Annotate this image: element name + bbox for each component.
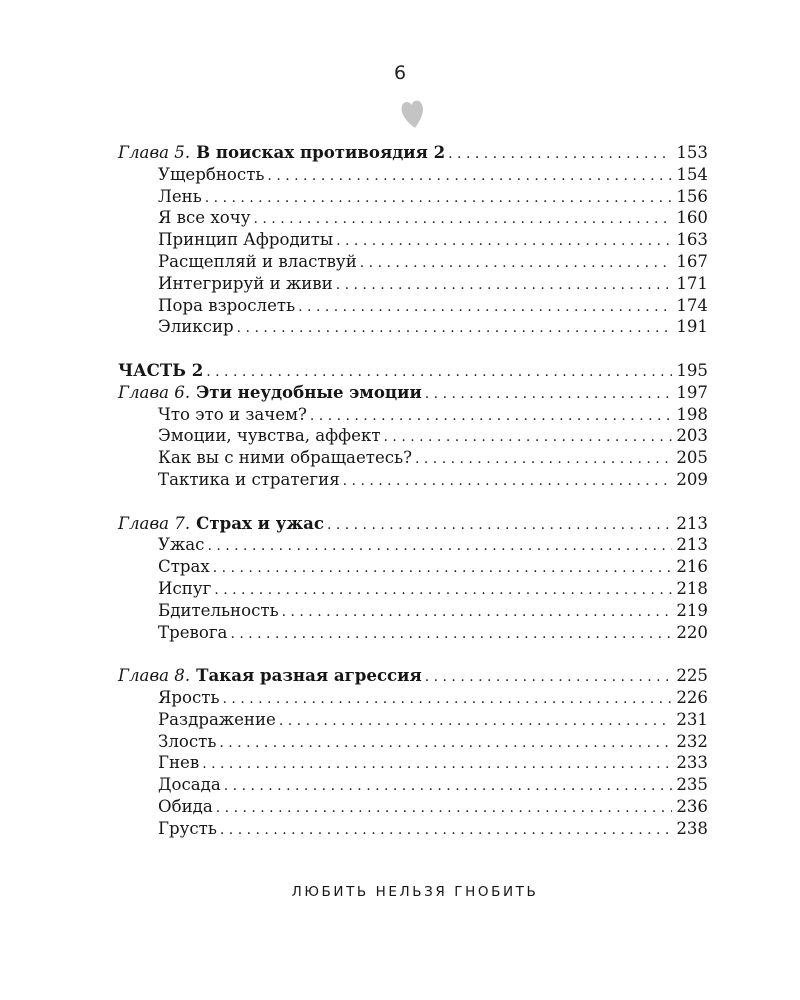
toc-page-number: 205 (676, 448, 708, 468)
toc-chapter-row (118, 382, 708, 404)
toc-chapter-row (118, 513, 708, 535)
toc-page-number: 160 (676, 208, 708, 228)
dot-leader (336, 231, 672, 253)
dot-leader (224, 776, 673, 798)
dot-leader (214, 580, 672, 602)
dot-leader (213, 558, 673, 580)
toc-section-row (118, 295, 708, 317)
toc-section-row (118, 534, 708, 556)
dot-leader (237, 318, 673, 340)
toc-entry-title: Эмоции, чувства, аффект (158, 426, 381, 446)
dot-leader (384, 427, 673, 449)
toc-entry-title: Лень (158, 186, 202, 206)
table-of-contents (118, 142, 708, 840)
toc-page-number: 231 (676, 709, 708, 729)
toc-page-number: 174 (676, 295, 708, 315)
toc-section-row (118, 774, 708, 796)
toc-entry-title: Такая разная агрессия (196, 665, 422, 686)
toc-entry-title: Тревога (158, 622, 228, 642)
dot-leader (415, 449, 672, 471)
toc-chapter-row (118, 665, 708, 687)
dot-leader (298, 297, 672, 319)
dot-leader (343, 471, 673, 493)
toc-entry-title: Злость (158, 731, 217, 751)
toc-entry-title: Я все хочу (158, 208, 251, 228)
toc-entry-title: Эликсир (158, 317, 234, 337)
toc-section-row (118, 316, 708, 338)
toc-entry-title: Ужас (158, 535, 205, 555)
toc-chapter-row (118, 142, 708, 164)
toc-page-number: 163 (676, 230, 708, 250)
toc-entry-title: Принцип Афродиты (158, 230, 334, 250)
toc-page-number: 209 (676, 469, 708, 489)
dot-leader (282, 602, 673, 624)
toc-page-number: 198 (676, 404, 708, 424)
dot-leader (327, 515, 672, 537)
toc-section-row (118, 796, 708, 818)
toc-page-number: 203 (676, 426, 708, 446)
toc-entry-title: Пора взрослеть (158, 295, 296, 315)
dot-leader (448, 144, 672, 166)
dot-leader (220, 820, 672, 842)
toc-page-number: 236 (676, 796, 708, 816)
toc-section-row (118, 622, 708, 644)
chapter-prefix: Глава 8. (118, 666, 191, 686)
toc-section-row (118, 425, 708, 447)
toc-section-row (118, 600, 708, 622)
toc-section-row (118, 709, 708, 731)
toc-entry-title: Ярость (158, 687, 220, 707)
dot-leader (310, 406, 672, 428)
toc-section-row (118, 207, 708, 229)
toc-entry-title: Грусть (158, 818, 217, 838)
dot-leader (207, 536, 672, 558)
toc-entry-title: Как вы с ними обращаетесь? (158, 448, 412, 468)
toc-entry-title: Раздражение (158, 709, 276, 729)
toc-section-row (118, 273, 708, 295)
toc-section-row (118, 818, 708, 840)
dot-leader (205, 188, 673, 210)
toc-section-row (118, 229, 708, 251)
toc-entry-title: Страх (158, 557, 210, 577)
toc-page-number: 197 (676, 382, 708, 402)
toc-page-number: 213 (676, 535, 708, 555)
toc-section-row (118, 687, 708, 709)
toc-page-number: 167 (676, 251, 708, 271)
toc-entry-title: Интегрируй и живи (158, 273, 333, 293)
dot-leader (230, 624, 672, 646)
toc-page-number: 171 (676, 273, 708, 293)
heart-icon (399, 96, 429, 130)
toc-page-number: 154 (676, 164, 708, 184)
toc-page-number: 156 (676, 186, 708, 206)
toc-entry-title: Тактика и стратегия (158, 469, 340, 489)
page-number: 6 (393, 62, 407, 84)
dot-leader (216, 798, 673, 820)
toc-entry-title: ЧАСТЬ 2 (118, 359, 204, 380)
toc-entry-title: Обида (158, 796, 213, 816)
running-footer: ЛЮБИТЬ НЕЛЬЗЯ ГНОБИТЬ (291, 884, 539, 900)
dot-leader (425, 667, 673, 689)
toc-entry-title: Испуг (158, 578, 212, 598)
toc-entry-title: Что это и зачем? (158, 404, 307, 424)
toc-section-row (118, 447, 708, 469)
dot-leader (279, 711, 672, 733)
toc-section-row (118, 578, 708, 600)
toc-page-number: 225 (676, 666, 708, 686)
chapter-prefix: Глава 7. (118, 513, 191, 533)
dot-leader (254, 209, 673, 231)
toc-entry-title: Эти неудобные эмоции (196, 381, 422, 402)
toc-page-number: 238 (676, 818, 708, 838)
toc-section-row (118, 556, 708, 578)
dot-leader (223, 689, 673, 711)
toc-entry-title: Бдительность (158, 600, 279, 620)
toc-entry-title: Страх и ужас (196, 512, 324, 533)
toc-part-row (118, 360, 708, 382)
toc-page-number: 213 (676, 513, 708, 533)
chapter-prefix: Глава 6. (118, 382, 191, 402)
dot-leader (202, 754, 672, 776)
toc-page-number: 233 (676, 753, 708, 773)
toc-entry-title: Гнев (158, 753, 200, 773)
dot-leader (219, 733, 672, 755)
toc-page-number: 153 (676, 143, 708, 162)
toc-spacer (118, 491, 708, 513)
toc-entry-title: В поисках противоядия 2 (196, 142, 446, 162)
toc-section-row (118, 251, 708, 273)
toc-page-number: 232 (676, 731, 708, 751)
toc-page-number: 226 (676, 687, 708, 707)
dot-leader (425, 384, 673, 406)
toc-section-row (118, 404, 708, 426)
toc-page-number: 219 (676, 600, 708, 620)
toc-entry-title: Расщепляй и властвуй (158, 251, 357, 271)
dot-leader (206, 362, 672, 384)
toc-section-row (118, 164, 708, 186)
dot-leader (360, 253, 673, 275)
toc-page-number: 195 (676, 360, 708, 380)
toc-section-row (118, 752, 708, 774)
toc-page-number: 216 (676, 557, 708, 577)
toc-section-row (118, 469, 708, 491)
toc-page-number: 218 (676, 578, 708, 598)
dot-leader (336, 275, 673, 297)
toc-spacer (118, 643, 708, 665)
toc-section-row (118, 186, 708, 208)
toc-spacer (118, 338, 708, 360)
dot-leader (267, 166, 672, 188)
toc-page-number: 191 (676, 317, 708, 337)
toc-section-row (118, 731, 708, 753)
chapter-prefix: Глава 5. (118, 143, 191, 162)
toc-entry-title: Досада (158, 775, 221, 795)
toc-entry-title: Ущербность (158, 164, 265, 184)
toc-page-number: 220 (676, 622, 708, 642)
toc-page-number: 235 (676, 775, 708, 795)
